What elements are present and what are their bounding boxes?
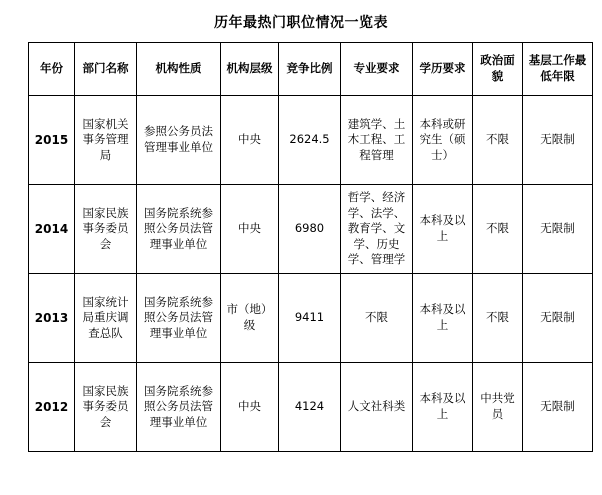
table-body [29,96,593,452]
cell-major: 不限 [341,274,413,363]
column-header-major: 专业要求 [341,43,413,96]
cell-year: 2015 [29,96,75,185]
cell-level: 中央 [221,185,279,274]
column-header-education: 学历要求 [413,43,473,96]
hot-positions-table [28,42,593,452]
cell-major: 人文社科类 [341,363,413,452]
column-header-department: 部门名称 [75,43,137,96]
cell-level: 市（地）级 [221,274,279,363]
cell-level: 中央 [221,96,279,185]
page-title: 历年最热门职位情况一览表 [214,15,388,31]
cell-major: 建筑学、土木工程、工程管理 [341,96,413,185]
cell-political: 不限 [473,274,523,363]
cell-level: 中央 [221,363,279,452]
column-header-year: 年份 [29,43,75,96]
cell-department: 国家民族事务委员会 [75,363,137,452]
cell-education: 本科及以上 [413,274,473,363]
cell-department: 国家机关事务管理局 [75,96,137,185]
cell-year: 2012 [29,363,75,452]
cell-grassroots: 无限制 [523,363,593,452]
cell-nature: 国务院系统参照公务员法管理事业单位 [137,185,221,274]
cell-year: 2014 [29,185,75,274]
cell-education: 本科及以上 [413,185,473,274]
cell-nature: 参照公务员法管理事业单位 [137,96,221,185]
column-header-nature: 机构性质 [137,43,221,96]
cell-grassroots: 无限制 [523,96,593,185]
cell-year: 2013 [29,274,75,363]
cell-ratio: 6980 [279,185,341,274]
cell-ratio: 4124 [279,363,341,452]
column-header-political: 政治面貌 [473,43,523,96]
cell-political: 不限 [473,96,523,185]
cell-education: 本科或研究生（硕士） [413,96,473,185]
cell-grassroots: 无限制 [523,274,593,363]
cell-ratio: 2624.5 [279,96,341,185]
document-page [0,12,602,495]
table-header-row [29,43,593,96]
cell-department: 国家民族事务委员会 [75,185,137,274]
table-row [29,185,593,274]
cell-political: 中共党员 [473,363,523,452]
column-header-grassroots: 基层工作最低年限 [523,43,593,96]
table-row [29,96,593,185]
table-container [0,42,602,452]
table-row [29,274,593,363]
table-header [29,43,593,96]
column-header-level: 机构层级 [221,43,279,96]
cell-education: 本科及以上 [413,363,473,452]
cell-department: 国家统计局重庆调查总队 [75,274,137,363]
cell-nature: 国务院系统参照公务员法管理事业单位 [137,274,221,363]
column-header-ratio: 竞争比例 [279,43,341,96]
cell-ratio: 9411 [279,274,341,363]
table-row [29,363,593,452]
cell-grassroots: 无限制 [523,185,593,274]
cell-political: 不限 [473,185,523,274]
cell-major: 哲学、经济学、法学、教育学、文学、历史学、管理学 [341,185,413,274]
cell-nature: 国务院系统参照公务员法管理事业单位 [137,363,221,452]
